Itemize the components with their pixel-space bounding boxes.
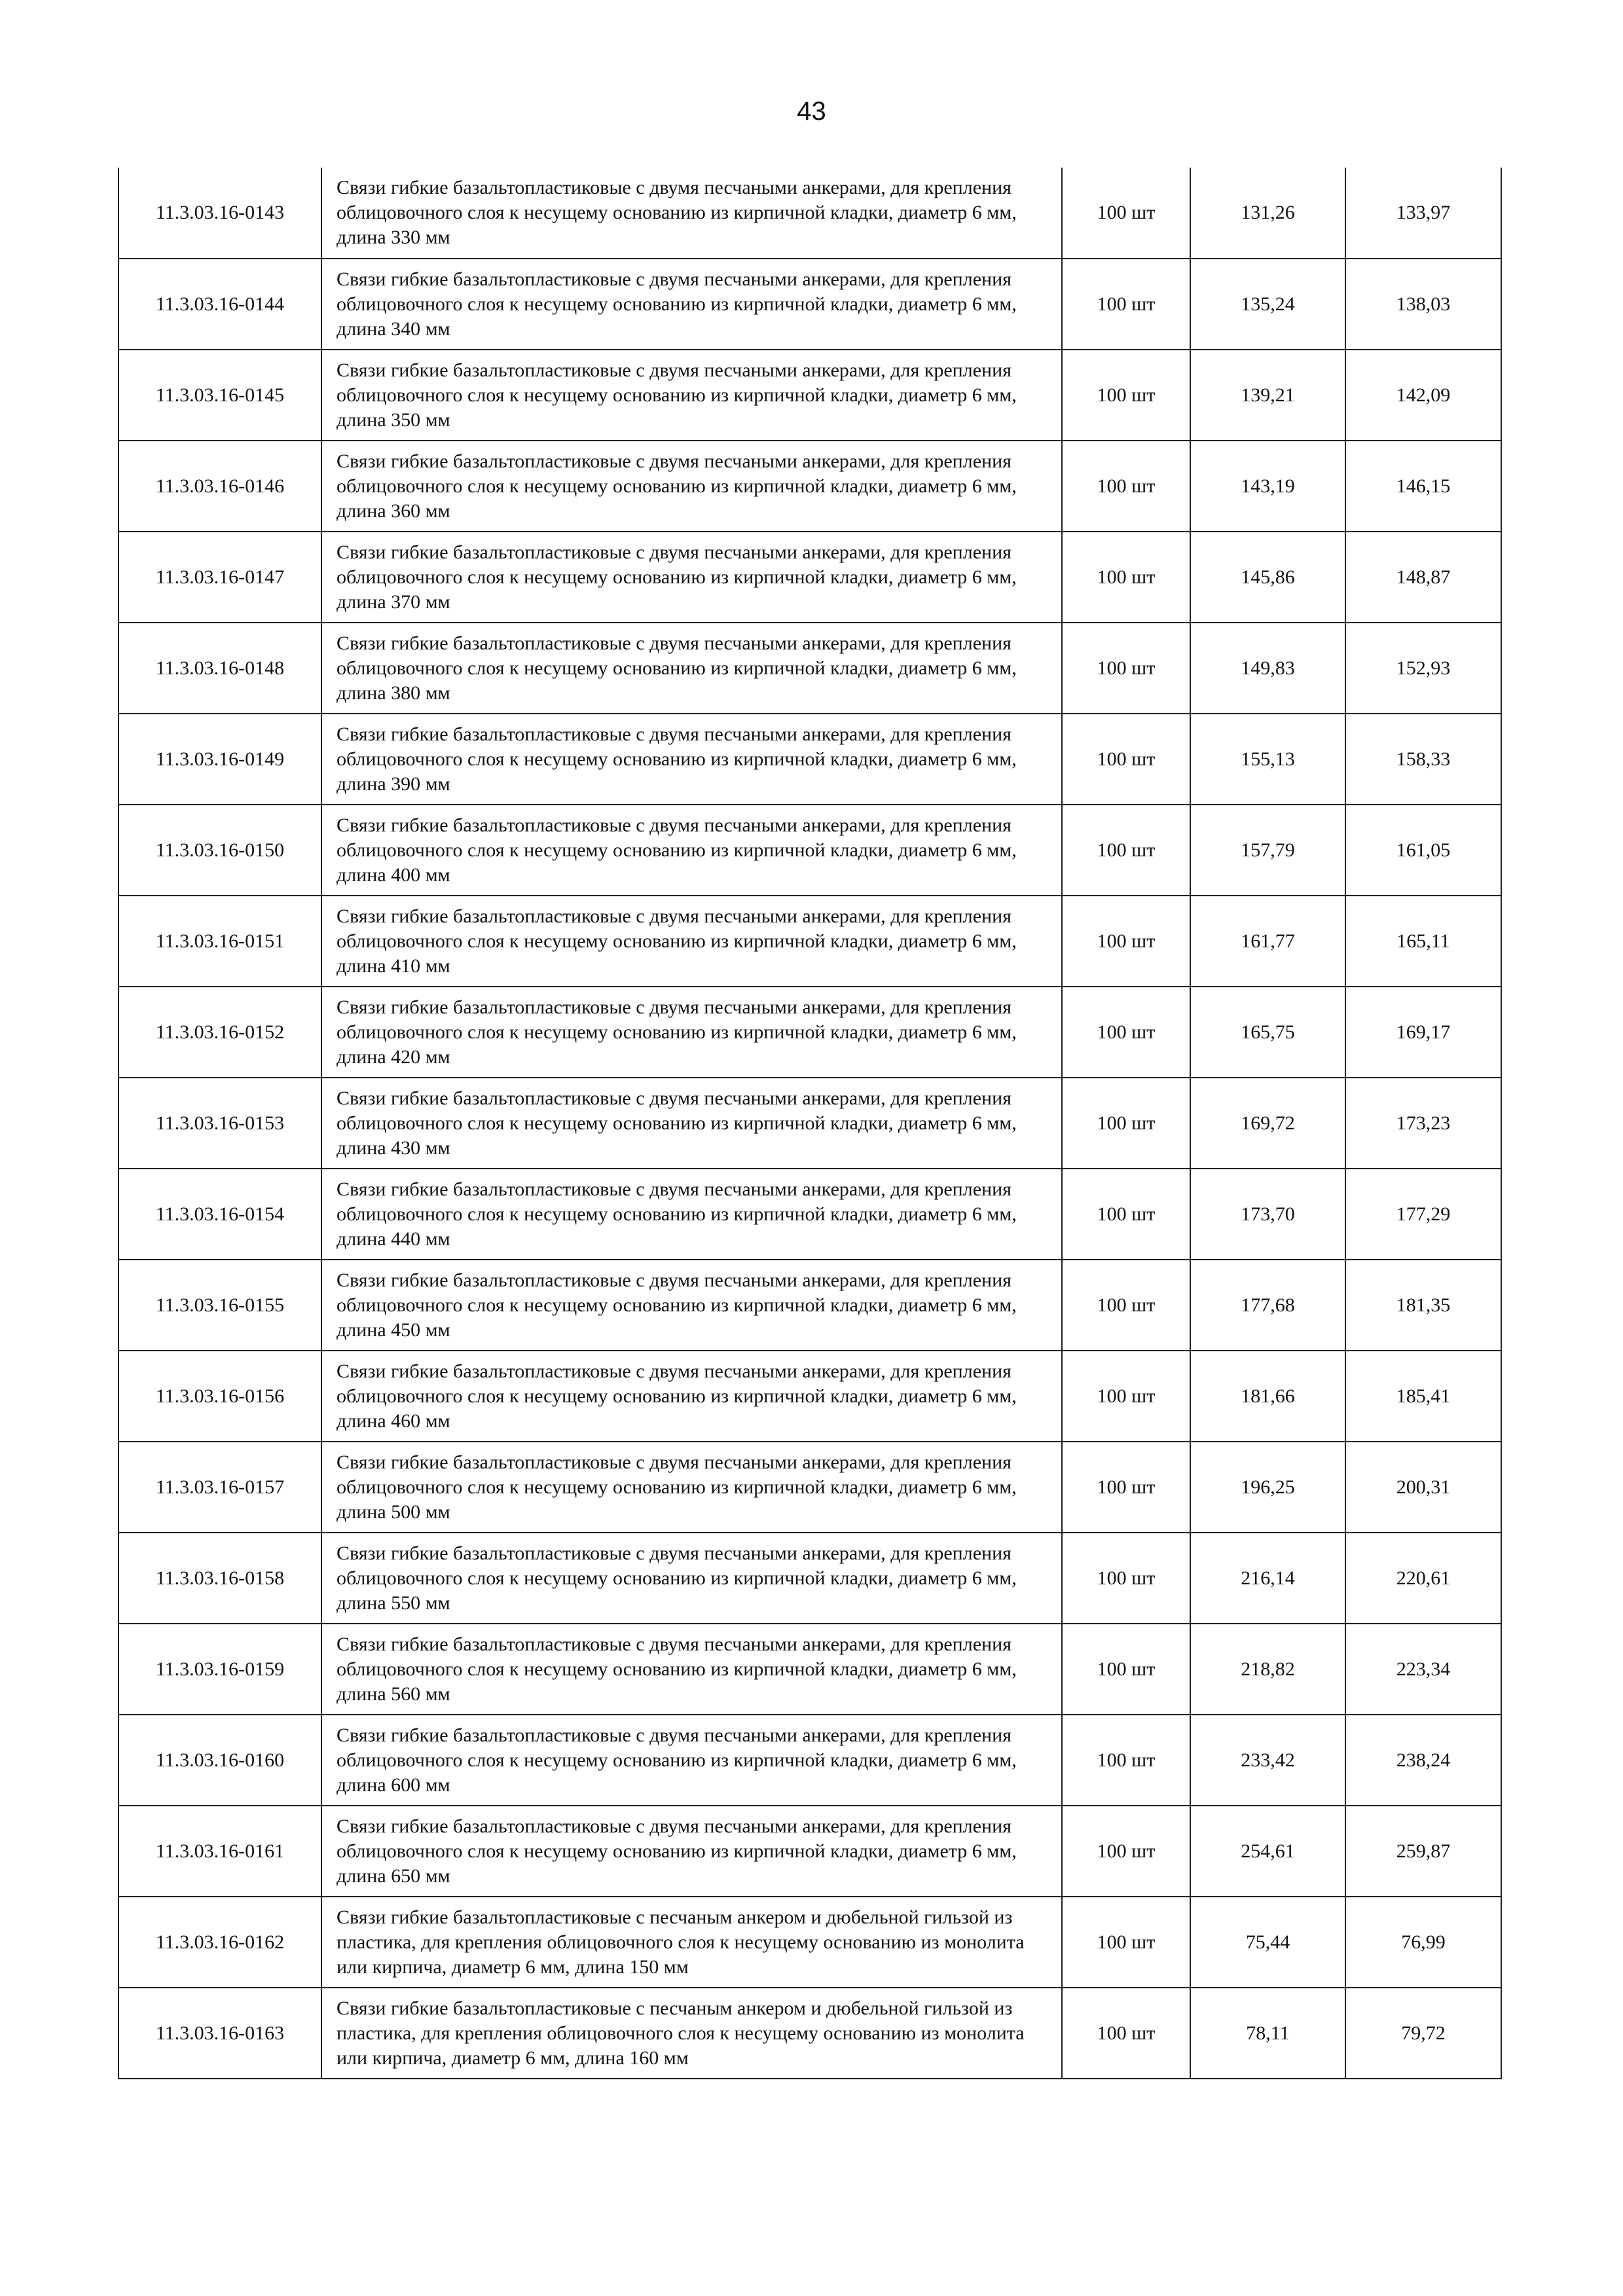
resource-code-cell: 11.3.03.16-0162 (119, 1897, 321, 1988)
unit-cell: 100 шт (1062, 1351, 1190, 1442)
description-cell: Связи гибкие базальтопластиковые с двумя песчаными анкерами, для крепления облицовочного слоя к несущему основанию из кирпичной кладки, диаметр 6 мм, длина 390 мм (321, 714, 1062, 805)
price-cell: 216,14 (1190, 1533, 1345, 1624)
description-cell: Связи гибкие базальтопластиковые с двумя песчаными анкерами, для крепления облицовочного слоя к несущему основанию из кирпичной кладки, диаметр 6 мм, длина 430 мм (321, 1078, 1062, 1169)
price-cell: 181,35 (1345, 1260, 1501, 1351)
unit-cell: 100 шт (1062, 623, 1190, 714)
price-cell: 146,15 (1345, 441, 1501, 532)
table-row (119, 1351, 1501, 1442)
resource-code-cell: 11.3.03.16-0149 (119, 714, 321, 805)
table-row (119, 805, 1501, 896)
price-cell: 218,82 (1190, 1624, 1345, 1715)
price-cell: 169,72 (1190, 1078, 1345, 1169)
unit-cell: 100 шт (1062, 1897, 1190, 1988)
table-row (119, 168, 1501, 259)
table-row (119, 350, 1501, 441)
unit-cell: 100 шт (1062, 259, 1190, 350)
table-row (119, 1715, 1501, 1806)
description-cell: Связи гибкие базальтопластиковые с песчаным анкером и дюбельной гильзой из пластика, для крепления облицовочного слоя к несущему основанию из монолита или кирпича, диаметр 6 мм, длина 160 мм (321, 1988, 1062, 2079)
unit-cell: 100 шт (1062, 1624, 1190, 1715)
description-cell: Связи гибкие базальтопластиковые с двумя песчаными анкерами, для крепления облицовочного слоя к несущему основанию из кирпичной кладки, диаметр 6 мм, длина 460 мм (321, 1351, 1062, 1442)
description-cell: Связи гибкие базальтопластиковые с песчаным анкером и дюбельной гильзой из пластика, для крепления облицовочного слоя к несущему основанию из монолита или кирпича, диаметр 6 мм, длина 150 мм (321, 1897, 1062, 1988)
unit-cell: 100 шт (1062, 1715, 1190, 1806)
description-cell: Связи гибкие базальтопластиковые с двумя песчаными анкерами, для крепления облицовочного слоя к несущему основанию из кирпичной кладки, диаметр 6 мм, длина 410 мм (321, 896, 1062, 987)
table-row (119, 1169, 1501, 1260)
price-cell: 75,44 (1190, 1897, 1345, 1988)
price-cell: 135,24 (1190, 259, 1345, 350)
price-cell: 148,87 (1345, 532, 1501, 623)
description-cell: Связи гибкие базальтопластиковые с двумя песчаными анкерами, для крепления облицовочного слоя к несущему основанию из кирпичной кладки, диаметр 6 мм, длина 500 мм (321, 1442, 1062, 1533)
unit-cell: 100 шт (1062, 1442, 1190, 1533)
description-cell: Связи гибкие базальтопластиковые с двумя песчаными анкерами, для крепления облицовочного слоя к несущему основанию из кирпичной кладки, диаметр 6 мм, длина 350 мм (321, 350, 1062, 441)
table-row (119, 1078, 1501, 1169)
description-cell: Связи гибкие базальтопластиковые с двумя песчаными анкерами, для крепления облицовочного слоя к несущему основанию из кирпичной кладки, диаметр 6 мм, длина 340 мм (321, 259, 1062, 350)
price-cell: 157,79 (1190, 805, 1345, 896)
price-cell: 149,83 (1190, 623, 1345, 714)
description-cell: Связи гибкие базальтопластиковые с двумя песчаными анкерами, для крепления облицовочного слоя к несущему основанию из кирпичной кладки, диаметр 6 мм, длина 330 мм (321, 168, 1062, 259)
unit-cell: 100 шт (1062, 714, 1190, 805)
price-cell: 165,11 (1345, 896, 1501, 987)
price-cell: 173,70 (1190, 1169, 1345, 1260)
resource-code-cell: 11.3.03.16-0153 (119, 1078, 321, 1169)
price-cell: 138,03 (1345, 259, 1501, 350)
description-cell: Связи гибкие базальтопластиковые с двумя песчаными анкерами, для крепления облицовочного слоя к несущему основанию из кирпичной кладки, диаметр 6 мм, длина 450 мм (321, 1260, 1062, 1351)
description-cell: Связи гибкие базальтопластиковые с двумя песчаными анкерами, для крепления облицовочного слоя к несущему основанию из кирпичной кладки, диаметр 6 мм, длина 600 мм (321, 1715, 1062, 1806)
description-cell: Связи гибкие базальтопластиковые с двумя песчаными анкерами, для крепления облицовочного слоя к несущему основанию из кирпичной кладки, диаметр 6 мм, длина 400 мм (321, 805, 1062, 896)
price-cell: 220,61 (1345, 1533, 1501, 1624)
price-cell: 133,97 (1345, 168, 1501, 259)
price-cell: 131,26 (1190, 168, 1345, 259)
description-cell: Связи гибкие базальтопластиковые с двумя песчаными анкерами, для крепления облицовочного слоя к несущему основанию из кирпичной кладки, диаметр 6 мм, длина 560 мм (321, 1624, 1062, 1715)
unit-cell: 100 шт (1062, 805, 1190, 896)
price-cell: 254,61 (1190, 1806, 1345, 1897)
price-cell: 177,68 (1190, 1260, 1345, 1351)
price-cell: 145,86 (1190, 532, 1345, 623)
price-cell: 233,42 (1190, 1715, 1345, 1806)
unit-cell: 100 шт (1062, 441, 1190, 532)
resource-code-cell: 11.3.03.16-0145 (119, 350, 321, 441)
table-row (119, 1988, 1501, 2079)
price-cell: 200,31 (1345, 1442, 1501, 1533)
price-cell: 177,29 (1345, 1169, 1501, 1260)
price-cell: 165,75 (1190, 987, 1345, 1078)
price-cell: 181,66 (1190, 1351, 1345, 1442)
price-cell: 259,87 (1345, 1806, 1501, 1897)
price-cell: 161,77 (1190, 896, 1345, 987)
description-cell: Связи гибкие базальтопластиковые с двумя песчаными анкерами, для крепления облицовочного слоя к несущему основанию из кирпичной кладки, диаметр 6 мм, длина 440 мм (321, 1169, 1062, 1260)
price-cell: 142,09 (1345, 350, 1501, 441)
description-cell: Связи гибкие базальтопластиковые с двумя песчаными анкерами, для крепления облицовочного слоя к несущему основанию из кирпичной кладки, диаметр 6 мм, длина 370 мм (321, 532, 1062, 623)
table-row (119, 896, 1501, 987)
unit-cell: 100 шт (1062, 1260, 1190, 1351)
resource-code-cell: 11.3.03.16-0155 (119, 1260, 321, 1351)
unit-cell: 100 шт (1062, 1169, 1190, 1260)
unit-cell: 100 шт (1062, 1533, 1190, 1624)
resource-code-cell: 11.3.03.16-0144 (119, 259, 321, 350)
table-row (119, 1806, 1501, 1897)
description-cell: Связи гибкие базальтопластиковые с двумя песчаными анкерами, для крепления облицовочного слоя к несущему основанию из кирпичной кладки, диаметр 6 мм, длина 360 мм (321, 441, 1062, 532)
unit-cell: 100 шт (1062, 350, 1190, 441)
resource-code-cell: 11.3.03.16-0161 (119, 1806, 321, 1897)
table-row (119, 441, 1501, 532)
resource-code-cell: 11.3.03.16-0152 (119, 987, 321, 1078)
unit-cell: 100 шт (1062, 987, 1190, 1078)
price-cell: 185,41 (1345, 1351, 1501, 1442)
description-cell: Связи гибкие базальтопластиковые с двумя песчаными анкерами, для крепления облицовочного слоя к несущему основанию из кирпичной кладки, диаметр 6 мм, длина 420 мм (321, 987, 1062, 1078)
resource-code-cell: 11.3.03.16-0146 (119, 441, 321, 532)
price-cell: 78,11 (1190, 1988, 1345, 2079)
unit-cell: 100 шт (1062, 168, 1190, 259)
price-cell: 158,33 (1345, 714, 1501, 805)
table-row (119, 987, 1501, 1078)
unit-cell: 100 шт (1062, 1806, 1190, 1897)
table-row (119, 259, 1501, 350)
resource-code-cell: 11.3.03.16-0154 (119, 1169, 321, 1260)
table-row (119, 714, 1501, 805)
table-row (119, 1260, 1501, 1351)
resource-code-cell: 11.3.03.16-0160 (119, 1715, 321, 1806)
table-row (119, 532, 1501, 623)
resource-code-cell: 11.3.03.16-0157 (119, 1442, 321, 1533)
resource-code-cell: 11.3.03.16-0159 (119, 1624, 321, 1715)
description-cell: Связи гибкие базальтопластиковые с двумя песчаными анкерами, для крепления облицовочного слоя к несущему основанию из кирпичной кладки, диаметр 6 мм, длина 550 мм (321, 1533, 1062, 1624)
page-number: 43 (797, 97, 826, 126)
description-cell: Связи гибкие базальтопластиковые с двумя песчаными анкерами, для крепления облицовочного слоя к несущему основанию из кирпичной кладки, диаметр 6 мм, длина 650 мм (321, 1806, 1062, 1897)
price-cell: 76,99 (1345, 1897, 1501, 1988)
resource-code-cell: 11.3.03.16-0156 (119, 1351, 321, 1442)
resource-code-cell: 11.3.03.16-0148 (119, 623, 321, 714)
unit-cell: 100 шт (1062, 1988, 1190, 2079)
table-row (119, 1442, 1501, 1533)
table-row (119, 1897, 1501, 1988)
resource-code-cell: 11.3.03.16-0163 (119, 1988, 321, 2079)
price-table (118, 168, 1502, 2079)
table-row (119, 1624, 1501, 1715)
resource-code-cell: 11.3.03.16-0151 (119, 896, 321, 987)
price-cell: 238,24 (1345, 1715, 1501, 1806)
price-cell: 79,72 (1345, 1988, 1501, 2079)
price-cell: 139,21 (1190, 350, 1345, 441)
table-row (119, 623, 1501, 714)
price-cell: 169,17 (1345, 987, 1501, 1078)
price-cell: 155,13 (1190, 714, 1345, 805)
table-body (119, 168, 1501, 2079)
price-cell: 143,19 (1190, 441, 1345, 532)
price-cell: 223,34 (1345, 1624, 1501, 1715)
table-row (119, 1533, 1501, 1624)
unit-cell: 100 шт (1062, 1078, 1190, 1169)
unit-cell: 100 шт (1062, 532, 1190, 623)
resource-code-cell: 11.3.03.16-0158 (119, 1533, 321, 1624)
price-cell: 196,25 (1190, 1442, 1345, 1533)
resource-code-cell: 11.3.03.16-0143 (119, 168, 321, 259)
resource-code-cell: 11.3.03.16-0147 (119, 532, 321, 623)
unit-cell: 100 шт (1062, 896, 1190, 987)
description-cell: Связи гибкие базальтопластиковые с двумя песчаными анкерами, для крепления облицовочного слоя к несущему основанию из кирпичной кладки, диаметр 6 мм, длина 380 мм (321, 623, 1062, 714)
resource-code-cell: 11.3.03.16-0150 (119, 805, 321, 896)
price-cell: 173,23 (1345, 1078, 1501, 1169)
price-cell: 152,93 (1345, 623, 1501, 714)
price-cell: 161,05 (1345, 805, 1501, 896)
